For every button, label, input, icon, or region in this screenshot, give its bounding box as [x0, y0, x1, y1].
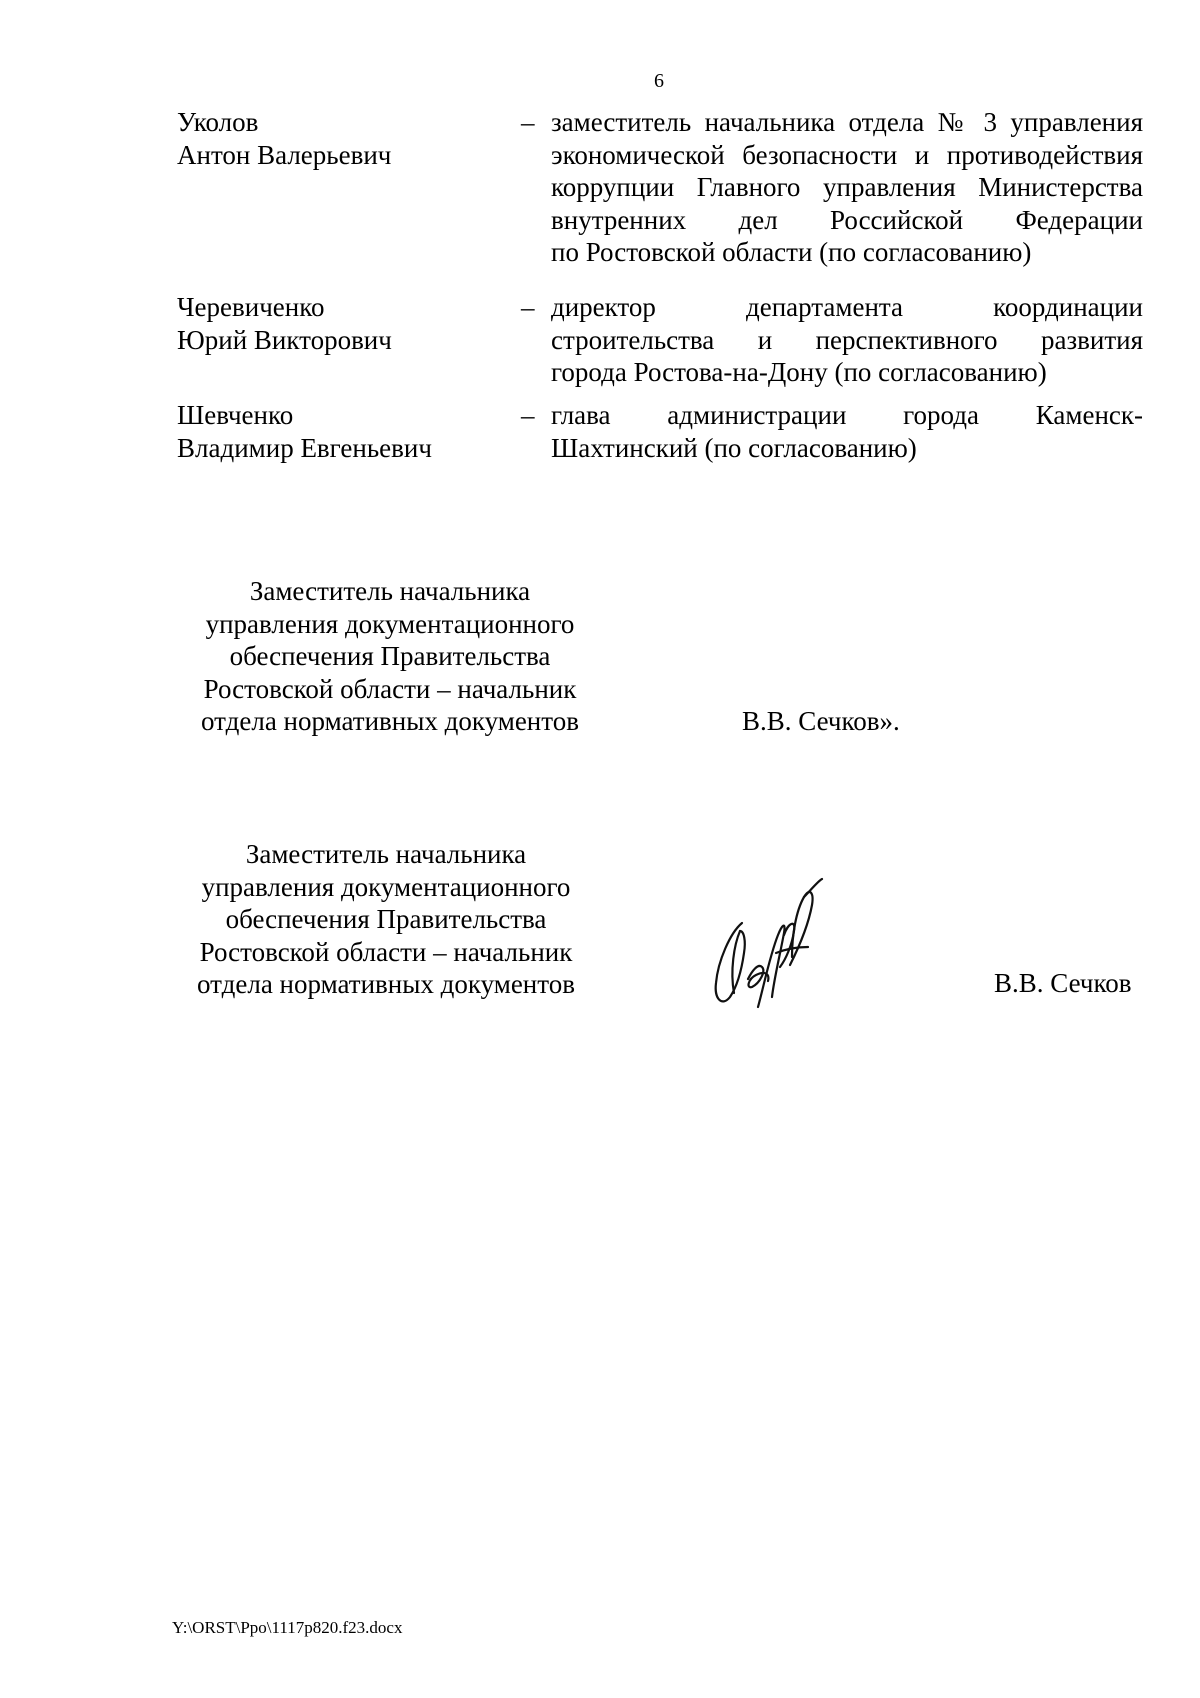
page-number: 6 — [654, 70, 664, 92]
member-surname: Шевченко — [177, 400, 294, 430]
member-given-names: Владимир Евгеньевич — [177, 432, 432, 463]
dash-separator: – — [521, 400, 535, 430]
position-line: глава администрации города Каменск- — [551, 400, 1143, 430]
dash-separator: – — [521, 292, 535, 322]
member-name — [177, 399, 517, 464]
signatory-title-line: Ростовской области – начальник — [199, 936, 573, 967]
member-position — [551, 291, 1143, 389]
position-line: директор департамента координации — [551, 292, 1143, 322]
appendix-signatory-name: В.В. Сечков». — [742, 706, 900, 736]
position-line: города Ростова-на-Дону (по согласованию) — [551, 357, 1047, 387]
signatory-title-line: управления документационного — [201, 871, 571, 902]
position-line: Шахтинский (по согласованию) — [551, 432, 917, 463]
member-entry-cherevichenko — [177, 291, 1143, 391]
final-signatory-name: В.В. Сечков — [994, 968, 1132, 998]
appendix-signatory-title — [180, 575, 600, 738]
final-signatory-title — [176, 838, 596, 1001]
signatory-title-line: Ростовской области – начальник — [203, 673, 577, 704]
member-entry-ukolov — [177, 106, 1143, 271]
member-name — [177, 291, 517, 356]
position-line: по Ростовской области (по согласованию) — [551, 237, 1032, 267]
position-line: внутренних дел Российской Федерации — [551, 204, 1143, 235]
signatory-title-line: отдела нормативных документов — [197, 969, 575, 999]
member-given-names: Антон Валерьевич — [177, 139, 392, 170]
member-position — [551, 399, 1143, 464]
position-line: заместитель начальника отдела № 3 управления — [551, 107, 1143, 137]
member-entry-shevchenko — [177, 399, 1143, 467]
signatory-title-line: Заместитель начальника — [249, 576, 531, 606]
position-line: строительства и перспективного развития — [551, 324, 1143, 355]
file-path-footer: Y:\ORST\Ppo\1117p820.f23.docx — [172, 1618, 403, 1637]
member-surname: Черевиченко — [177, 292, 325, 322]
signatory-title-line: обеспечения Правительства — [229, 641, 551, 671]
signatory-title-line: управления документационного — [205, 608, 575, 639]
member-position — [551, 106, 1143, 269]
position-line: коррупции Главного управления Министерства — [551, 172, 1143, 202]
member-surname: Уколов — [177, 107, 259, 137]
member-name — [177, 106, 517, 171]
dash-separator: – — [521, 107, 535, 137]
signatory-title-line: Заместитель начальника — [245, 839, 527, 869]
position-line: экономической безопасности и противодействия — [551, 139, 1143, 170]
signatory-title-line: обеспечения Правительства — [225, 904, 547, 934]
handwritten-signature — [700, 875, 840, 1015]
member-given-names: Юрий Викторович — [177, 324, 392, 355]
signatory-title-line: отдела нормативных документов — [201, 706, 579, 736]
